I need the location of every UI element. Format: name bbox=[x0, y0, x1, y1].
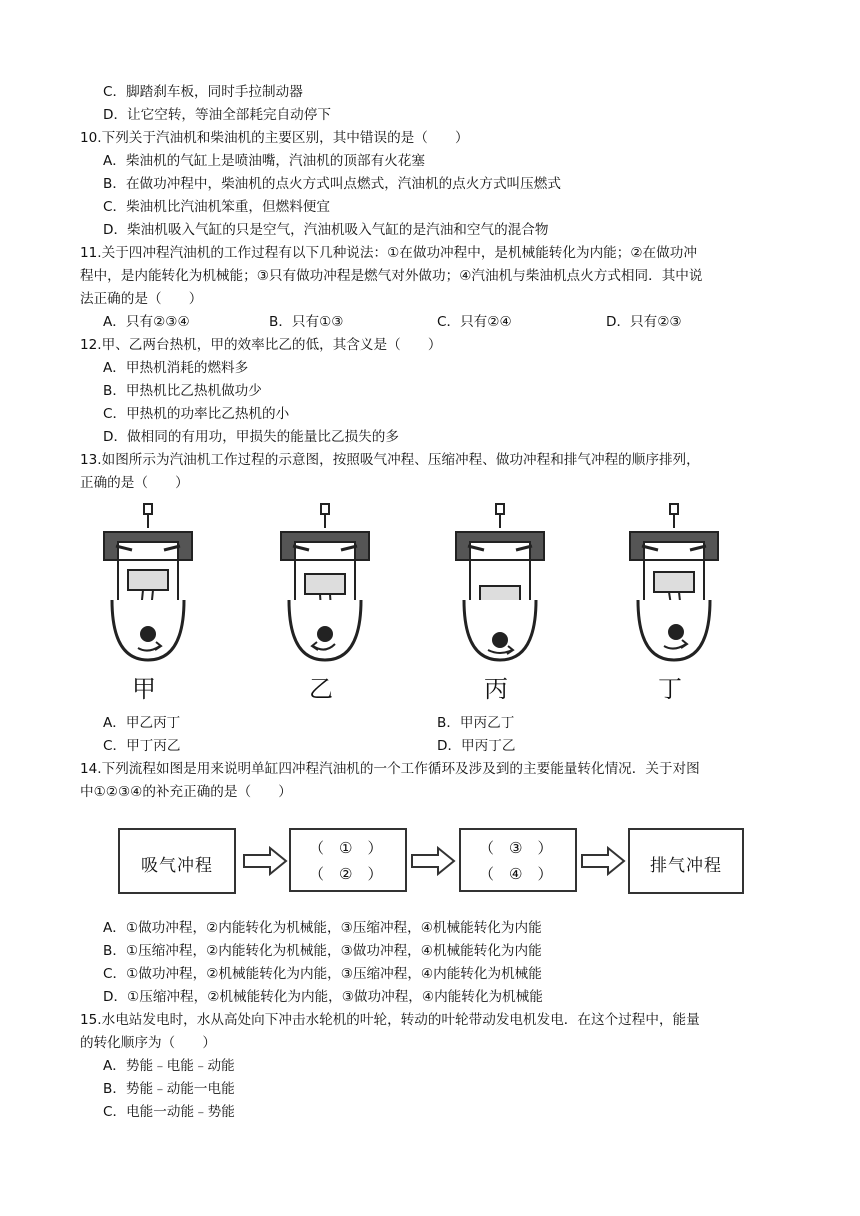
q11-option-b: B．只有①③ bbox=[269, 314, 344, 330]
q10-option-c: C．柴油机比汽油机笨重，但燃料便宜 bbox=[103, 199, 330, 215]
stroke-flowchart bbox=[118, 826, 758, 898]
engine-label-jia: 甲 bbox=[132, 675, 156, 703]
flow-slot-2: （ ② ） bbox=[309, 865, 383, 883]
q11-option-a: A．只有②③④ bbox=[103, 314, 190, 330]
flow-arrow-icon bbox=[242, 846, 288, 876]
flow-box-exhaust bbox=[628, 828, 744, 894]
engine-illustration bbox=[104, 504, 192, 660]
flow-arrow-icon bbox=[580, 846, 626, 876]
q12-option-d: D．做相同的有用功，甲损失的能量比乙损失的多 bbox=[103, 429, 399, 445]
q11-stem-line1: 11.关于四冲程汽油机的工作过程有以下几种说法：①在做功冲程中，是机械能转化为内能；②在做功冲 bbox=[80, 245, 697, 261]
q14-stem-line1: 14.下列流程如图是用来说明单缸四冲程汽油机的一个工作循环及涉及到的主要能量转化情况．关于对图 bbox=[80, 761, 700, 777]
flow-box-exhaust-label: 排气冲程 bbox=[650, 856, 722, 876]
engine-strokes-figure bbox=[90, 500, 730, 710]
q13-stem-line1: 13.如图所示为汽油机工作过程的示意图，按照吸气冲程、压缩冲程、做功冲程和排气冲程的顺序排列， bbox=[80, 452, 700, 468]
q10-stem: 10.下列关于汽油机和柴油机的主要区别，其中错误的是（ ） bbox=[80, 130, 469, 146]
q15-stem-line1: 15.水电站发电时，水从高处向下冲击水轮机的叶轮，转动的叶轮带动发电机发电．在这个过程中，能量 bbox=[80, 1012, 700, 1028]
flow-arrow-icon bbox=[410, 846, 456, 876]
q12-option-a: A．甲热机消耗的燃料多 bbox=[103, 360, 249, 376]
q12-stem: 12.甲、乙两台热机，甲的效率比乙的低，其含义是（ ） bbox=[80, 337, 442, 353]
q10-option-a: A．柴油机的气缸上是喷油嘴，汽油机的顶部有火花塞 bbox=[103, 153, 425, 169]
flow-slot-1: （ ① ） bbox=[309, 839, 383, 857]
q13-option-a: A．甲乙丙丁 bbox=[103, 715, 181, 731]
q14-option-a: A．①做功冲程，②内能转化为机械能，③压缩冲程，④机械能转化为内能 bbox=[103, 920, 542, 936]
q9-option-c: C．脚踏刹车板，同时手拉制动器 bbox=[103, 84, 303, 100]
q14-option-d: D．①压缩冲程，②机械能转化为内能，③做功冲程，④内能转化为机械能 bbox=[103, 989, 543, 1005]
engine-diagram-yi bbox=[275, 500, 385, 710]
q13-option-b: B．甲丙乙丁 bbox=[437, 715, 515, 731]
q12-option-b: B．甲热机比乙热机做功少 bbox=[103, 383, 262, 399]
q14-option-c: C．①做功冲程，②机械能转化为内能，③压缩冲程，④内能转化为机械能 bbox=[103, 966, 542, 982]
q15-option-c: C．电能一动能﹣势能 bbox=[103, 1104, 235, 1120]
q13-stem-line2: 正确的是（ ） bbox=[80, 475, 189, 491]
engine-diagram-bing bbox=[450, 500, 560, 710]
engine-illustration bbox=[281, 504, 369, 660]
engine-diagram-ding bbox=[624, 500, 734, 710]
q13-option-d: D．甲丙丁乙 bbox=[437, 738, 516, 754]
q11-option-d: D．只有②③ bbox=[606, 314, 682, 330]
flow-box-stroke-a bbox=[289, 828, 407, 892]
q15-stem-line2: 的转化顺序为（ ） bbox=[80, 1035, 216, 1051]
q14-stem-line2: 中①②③④的补充正确的是（ ） bbox=[80, 784, 292, 800]
q12-option-c: C．甲热机的功率比乙热机的小 bbox=[103, 406, 290, 422]
q11-stem-line2: 程中，是内能转化为机械能；③只有做功冲程是燃气对外做功；④汽油机与柴油机点火方式相同．其中说 bbox=[80, 268, 703, 284]
engine-label-yi: 乙 bbox=[309, 675, 333, 703]
q11-stem-line3: 法正确的是（ ） bbox=[80, 291, 203, 307]
engine-illustration bbox=[456, 504, 544, 660]
flow-box-intake bbox=[118, 828, 236, 894]
q10-option-d: D．柴油机吸入气缸的只是空气，汽油机吸入气缸的是汽油和空气的混合物 bbox=[103, 222, 549, 238]
engine-diagram-jia bbox=[98, 500, 208, 710]
q15-option-b: B．势能﹣动能一电能 bbox=[103, 1081, 235, 1097]
engine-label-bing: 丙 bbox=[484, 675, 508, 703]
q9-option-d: D．让它空转，等油全部耗完自动停下 bbox=[103, 107, 331, 123]
q14-option-b: B．①压缩冲程，②内能转化为机械能，③做功冲程，④机械能转化为内能 bbox=[103, 943, 542, 959]
flow-slot-3: （ ③ ） bbox=[479, 839, 553, 857]
q13-option-c: C．甲丁丙乙 bbox=[103, 738, 181, 754]
q11-option-c: C．只有②④ bbox=[437, 314, 512, 330]
q10-option-b: B．在做功冲程中，柴油机的点火方式叫点燃式，汽油机的点火方式叫压燃式 bbox=[103, 176, 561, 192]
engine-label-ding: 丁 bbox=[658, 675, 682, 703]
flow-box-intake-label: 吸气冲程 bbox=[141, 856, 213, 876]
q15-option-a: A．势能﹣电能﹣动能 bbox=[103, 1058, 235, 1074]
flow-slot-4: （ ④ ） bbox=[479, 865, 553, 883]
engine-illustration bbox=[630, 504, 718, 660]
flow-box-stroke-b bbox=[459, 828, 577, 892]
